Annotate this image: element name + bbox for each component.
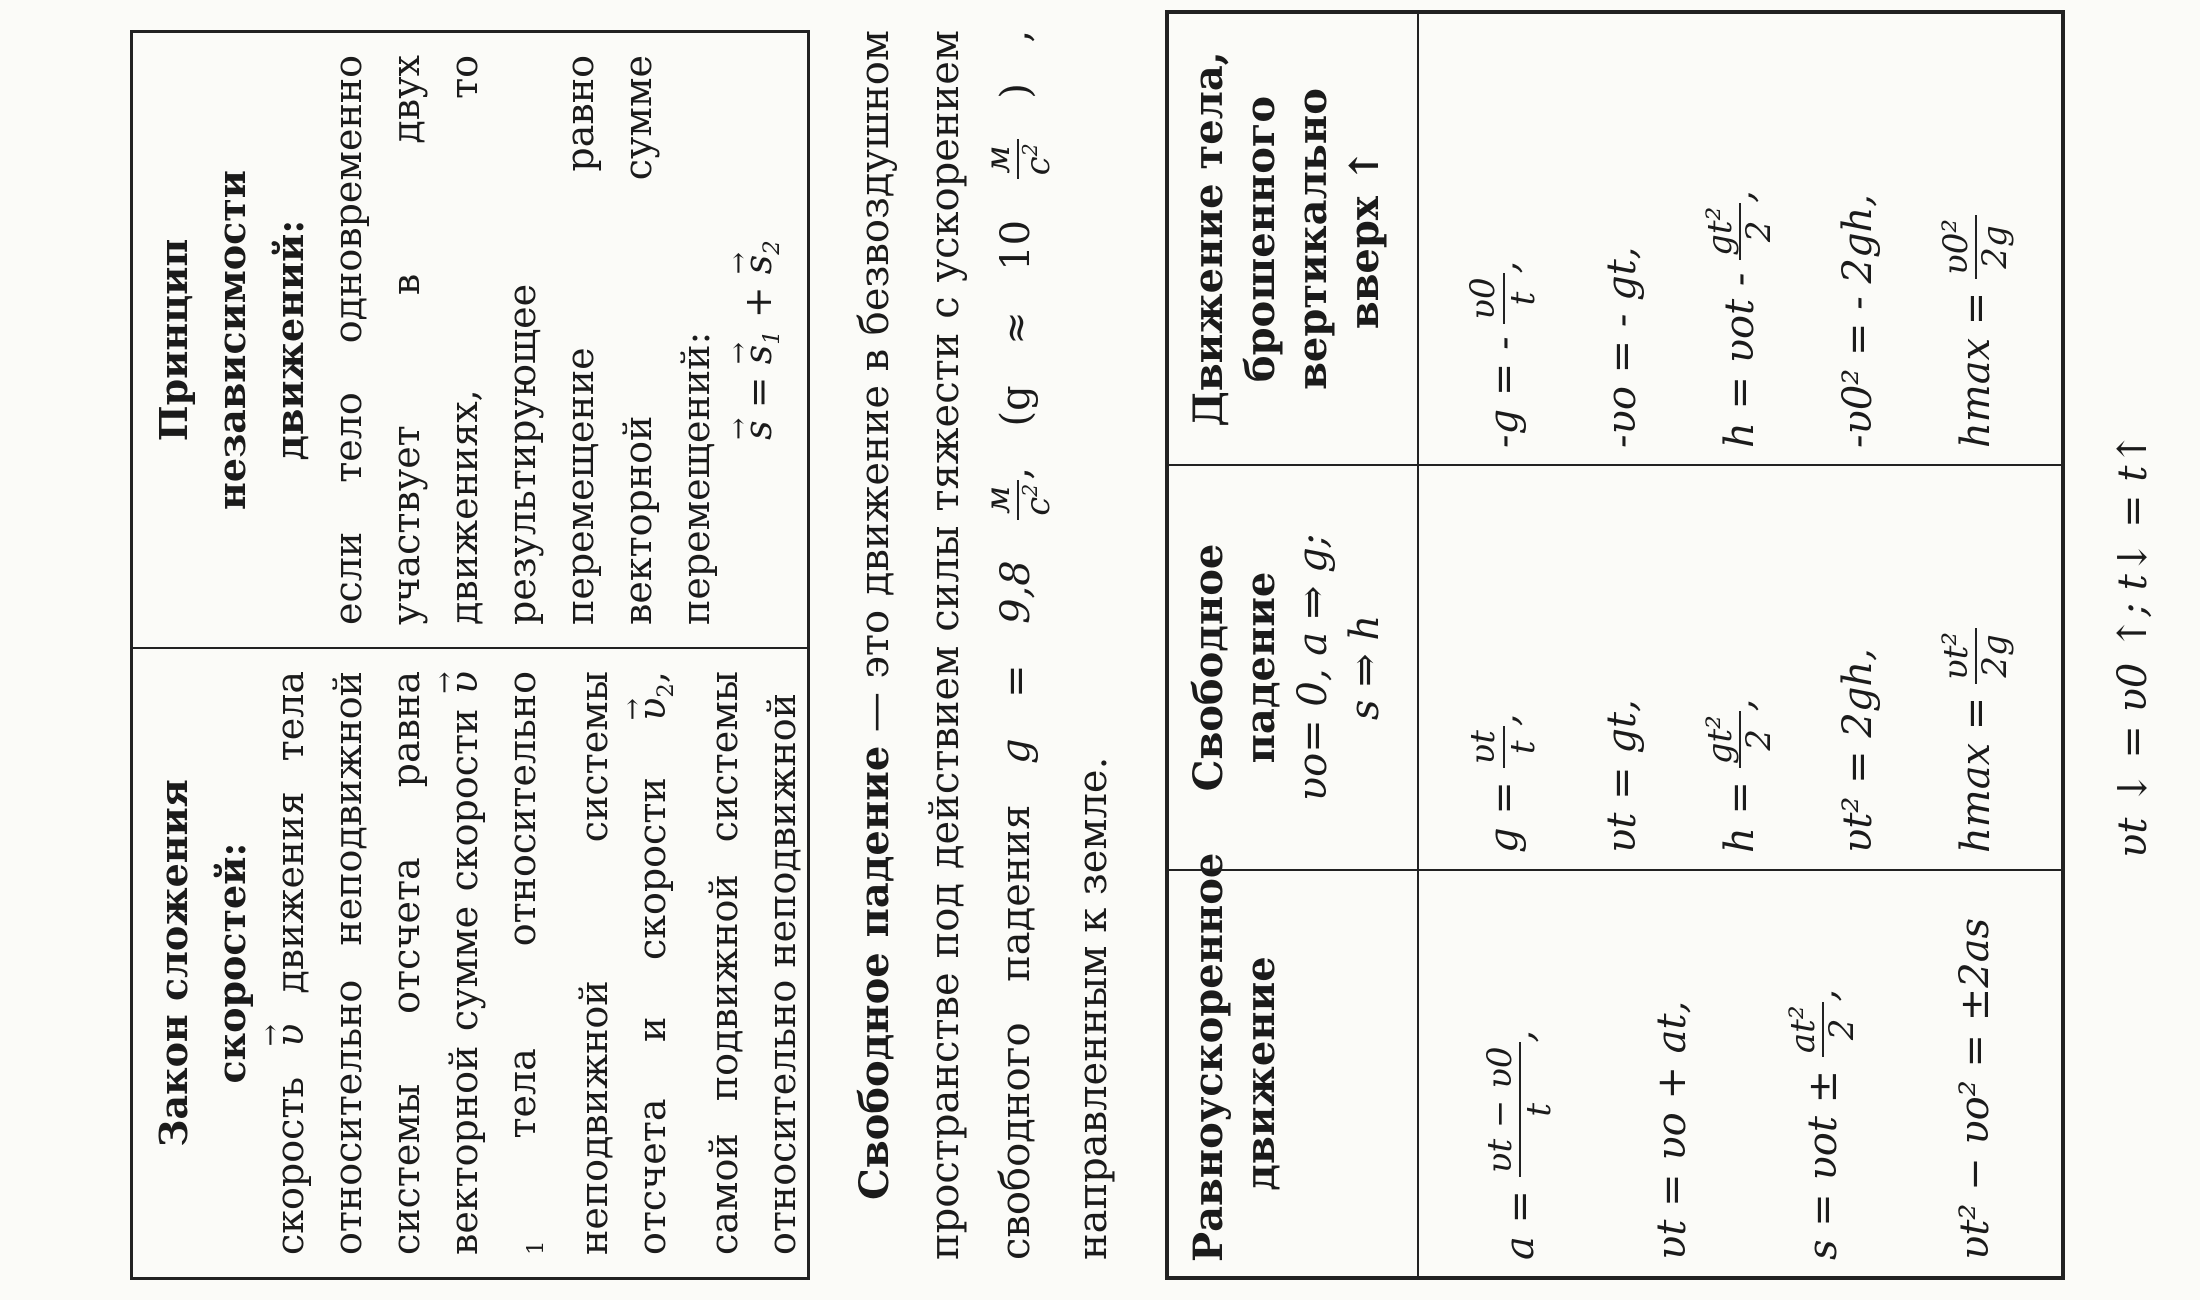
freefall-column bbox=[1169, 466, 2061, 871]
freefall-formula-hmax: hmax = υt² 2g bbox=[1938, 482, 2015, 853]
upward-formula-v2: -υ0² = - 2gh, bbox=[1835, 193, 1882, 448]
uniform-formula-v2: υt² − υo² = ±2as bbox=[1951, 917, 1998, 1260]
motion-table bbox=[1165, 10, 2065, 1280]
upward-formula-g: -g = - υ0 t , bbox=[1463, 260, 1543, 448]
independence-formula: → s = → $s_1$ + → $s_2$ bbox=[729, 55, 801, 625]
uniform-formulas bbox=[1419, 871, 2061, 1276]
freefall-formula-v2: υt² = 2gh, bbox=[1835, 648, 1882, 853]
g-approx-unit: м $с^2$ bbox=[980, 139, 1058, 179]
upward-formula-hmax: hmax = υ0² 2g bbox=[1938, 30, 2015, 448]
upward-formulas bbox=[1419, 14, 2061, 464]
g-value: g = 9,8 bbox=[993, 560, 1040, 765]
uniform-header: Равноускоренное движение bbox=[1169, 871, 1419, 1276]
freefall-definition: Свободное падение — это движение в безвоздушном пространстве под действием силы тяжести с ускорением свободного падения g = 9,8 м $с^2$ , (g ≈ 10 м $с^2$ ) , направленным к земле. bbox=[851, 29, 1117, 1260]
upward-column bbox=[1169, 14, 2061, 466]
velocity-addition-title: Закон сложения скоростей: bbox=[151, 779, 254, 1147]
freefall-formula-v: υt = gt, bbox=[1598, 699, 1645, 853]
uniform-formula-a: a = υt − υ0 t , bbox=[1480, 1029, 1560, 1260]
velocity-addition-cell bbox=[133, 647, 807, 1277]
upward-formula-v: -υo = - gt, bbox=[1598, 246, 1645, 448]
independence-text: если тело одновременно участвует в двух движениях, то результирующее перемещение равно векторной сумме перемещений: bbox=[326, 55, 718, 625]
uniform-column bbox=[1169, 852, 2061, 1276]
freefall-header: Свободное падение υo= 0, a ⇒ g; s ⇒ h bbox=[1169, 466, 1419, 869]
independence-title-2: независимости движений: bbox=[209, 170, 312, 510]
independence-cell bbox=[133, 33, 807, 647]
g-approx: (g ≈ 10 bbox=[993, 219, 1040, 427]
freefall-formula-g: g = υt t , bbox=[1463, 713, 1543, 853]
velocity-addition-text: скорость → υ движения тела относительно неподвижной системы отсчета равна векторной сумме скорости → $\upsilon_1$ тела относительно неподвижной системы отсчета и скорости → $\upsilon_2$, самой подвижной системы относительно неподвижной bbox=[261, 671, 811, 1255]
uniform-formula-v: υt = υo + at, bbox=[1648, 1000, 1695, 1260]
freefall-formulas bbox=[1419, 466, 2061, 869]
freefall-text-2: ) , направленным к земле. bbox=[993, 29, 1117, 1260]
upward-header: Движение тела, брошенного вертикально вверх ↑ bbox=[1169, 14, 1419, 464]
laws-table bbox=[130, 30, 810, 1280]
uniform-formula-s: s = υot ± at² 2 , bbox=[1783, 988, 1863, 1260]
freefall-text-1: — это движение в безвоздушном пространстве под действием силы тяжести с ускорением свободного падения bbox=[852, 30, 1040, 1260]
freefall-formula-h: h = gt² 2 , bbox=[1699, 698, 1779, 853]
freefall-term: Свободное падение bbox=[851, 745, 898, 1200]
independence-title-1: Принцип bbox=[151, 238, 196, 442]
g-unit: м $с^2$ bbox=[980, 480, 1058, 520]
upward-formula-h: h = υot - gt² 2 , bbox=[1699, 190, 1779, 448]
symmetry-formula: υt ↓ = υ0 ↑; t↓ = t↑ bbox=[2110, 432, 2156, 858]
